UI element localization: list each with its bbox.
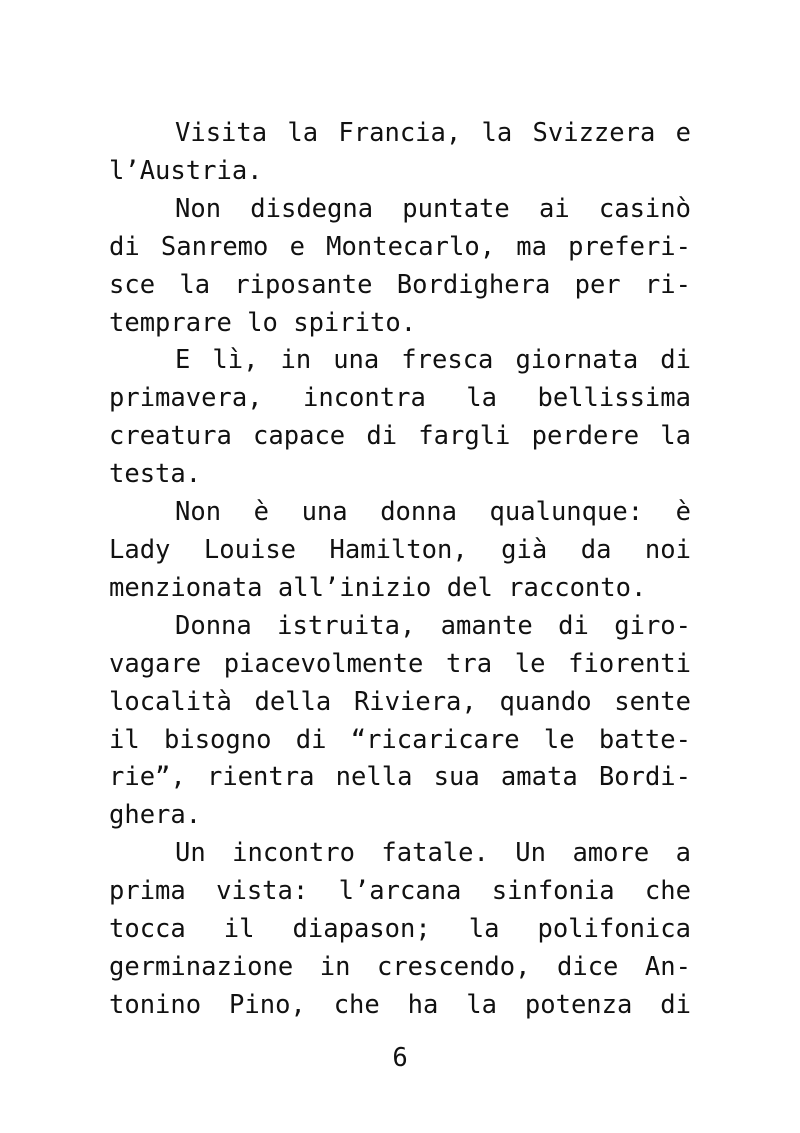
text-line: prima vista: l’arcana sinfonia che [109,876,691,907]
paragraph-4 [109,494,691,608]
text-line: di Sanremo e Montecarlo, ma preferi- [109,231,691,262]
text-line: Visita la Francia, la Svizzera e [175,118,691,148]
text-line: temprare lo spirito. [109,307,417,338]
text-line: tocca il diapason; la polifonica [109,914,691,945]
text-line: Non disdegna puntate ai casinò [175,193,691,224]
paragraph-3 [109,342,691,494]
body-text [109,115,691,1025]
text-line: il bisogno di “ricaricare le batte- [109,724,691,755]
text-line: località della Riviera, quando sente [109,686,691,717]
text-line: ghera. [109,800,202,831]
text-line: l’Austria. [109,155,263,186]
paragraph-6 [109,835,691,1025]
page-number: 6 [392,1043,408,1073]
paragraph-1 [109,115,691,191]
text-line: E lì, in una fresca giornata di [175,345,691,376]
text-line: germinazione in crescendo, dice An- [109,951,691,982]
text-line: sce la riposante Bordighera per ri- [109,269,691,300]
text-line: creatura capace di fargli perdere la [109,421,691,452]
text-line: Donna istruita, amante di giro- [175,610,691,641]
text-line: tonino Pino, che ha la potenza di [109,989,691,1020]
paragraph-5 [109,608,691,835]
text-line: rie”, rientra nella sua amata Bordi- [109,762,691,793]
text-line: menzionata all’inizio del racconto. [109,572,647,603]
paragraph-2 [109,191,691,343]
text-line: testa. [109,459,202,490]
text-line: vagare piacevolmente tra le fiorenti [109,648,691,679]
text-line: Non è una donna qualunque: è [175,497,691,528]
text-line: Un incontro fatale. Un amore a [175,838,691,869]
text-line: Lady Louise Hamilton, già da noi [109,534,691,565]
text-line: primavera, incontra la bellissima [109,383,691,414]
